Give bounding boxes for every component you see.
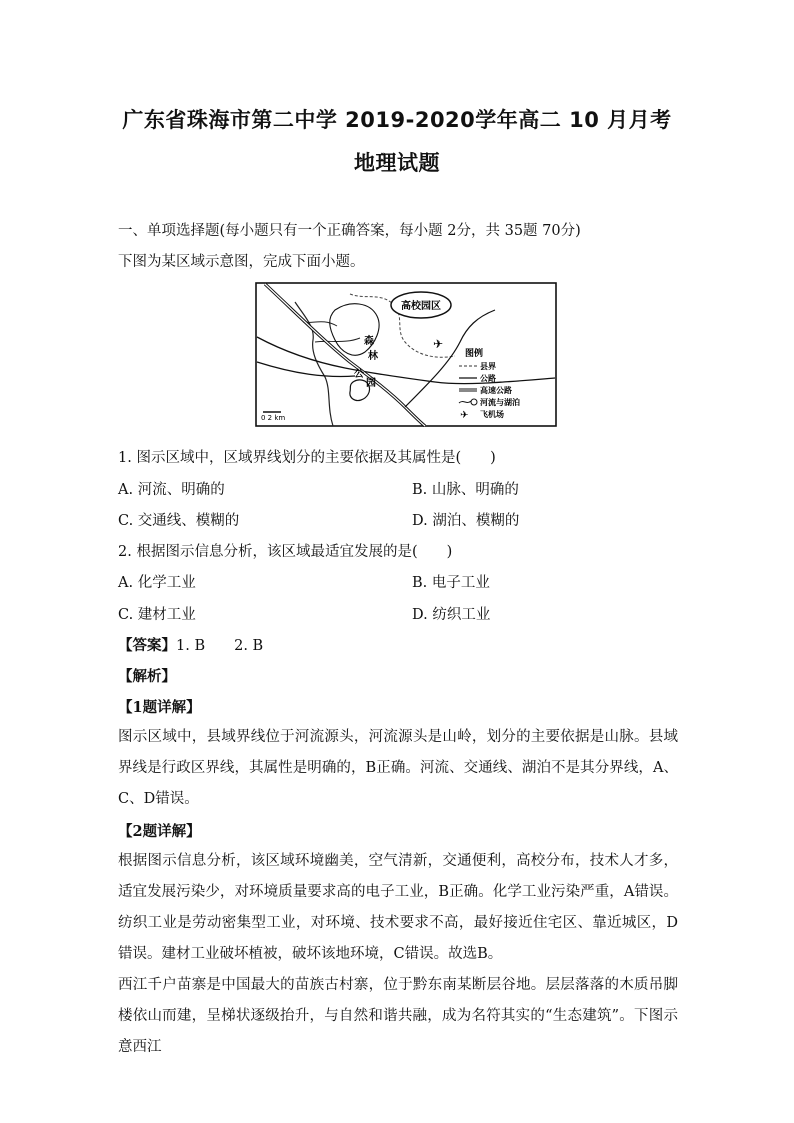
legend-highway: 高速公路 [480,386,512,395]
analysis-q1-label: 【1题详解】 [118,699,201,716]
question-2-option-d: D. 纺织工业 [412,607,491,623]
section-intro: 下图为某区域示意图，完成下面小题。 [118,254,365,270]
legend-road: 公路 [480,374,496,383]
question-2-option-b: B. 电子工业 [412,575,490,591]
legend-title: 图例 [465,349,484,359]
answer-text: 1. B 2. B [176,638,264,654]
campus-label: 高校园区 [401,301,441,312]
analysis-q1-text: 图示区域中，县域界线位于河流源头，河流源头是山岭，划分的主要依据是山脉。县域界线是行政区界线，其属性是明确的，B正确。河流、交通线、湖泊不是其分界线，A、C、D错误。 [118,729,678,807]
question-1-option-a: A. 河流、明确的 [118,482,225,498]
question-2-option-c: C. 建材工业 [118,607,196,623]
question-2-option-a: A. 化学工业 [118,575,196,591]
question-1-option-c: C. 交通线、模糊的 [118,513,240,529]
next-passage-text: 西江千户苗寨是中国最大的苗族古村寨，位于黔东南某断层谷地。层层落落的木质吊脚楼依山而建，呈梯状逐级抬升，与自然和谐共融，成为名符其实的“生态建筑”。下图示意西江 [118,977,678,1055]
legend-airport-icon: ✈ [460,410,469,421]
forest-label-2: 林 [368,351,378,362]
airplane-icon: ✈ [433,337,444,351]
legend-water: 河流与湖泊 [480,398,520,407]
question-1-option-d: D. 湖泊、模糊的 [412,513,520,529]
question-2-stem: 2. 根据图示信息分析，该区域最适宜发展的是( ) [118,544,453,560]
section-heading: 一、单项选择题(每小题只有一个正确答案，每小题 2分，共 35题 70分) [118,223,581,239]
analysis-q2-text: 根据图示信息分析，该区域环境幽美，空气清新，交通便利，高校分布，技术人才多，适宜发展污染少，对环境质量要求高的电子工业，B正确。化学工业污染严重，A错误。纺织工业是劳动密集型工业，对环境、技术要求不高，最好接近住宅区、靠近城区，D错误。建材工业破坏植被，破坏该地环境，C错误。故选B。 [118,853,678,962]
park-label-2: 园 [366,378,376,389]
legend-airport: 飞机场 [480,410,504,419]
park-label-1: 公 [354,369,364,380]
exam-title: 广东省珠海市第二中学 2019-2020学年高二 10 月月考 [122,108,672,132]
forest-label-1: 森 [364,336,374,347]
analysis-label: 【解析】 [118,668,176,685]
analysis-q2-label: 【2题详解】 [118,823,201,840]
answer-label: 【答案】 [118,637,176,654]
region-map [255,282,557,427]
exam-subject: 地理试题 [354,151,440,175]
legend-county: 县界 [480,362,496,371]
question-1-stem: 1. 图示区域中，区域界线划分的主要依据及其属性是( ) [118,450,496,466]
question-1-option-b: B. 山脉、明确的 [412,482,519,498]
scale-label: 0 2 km [261,414,286,422]
answer-line [118,634,263,655]
